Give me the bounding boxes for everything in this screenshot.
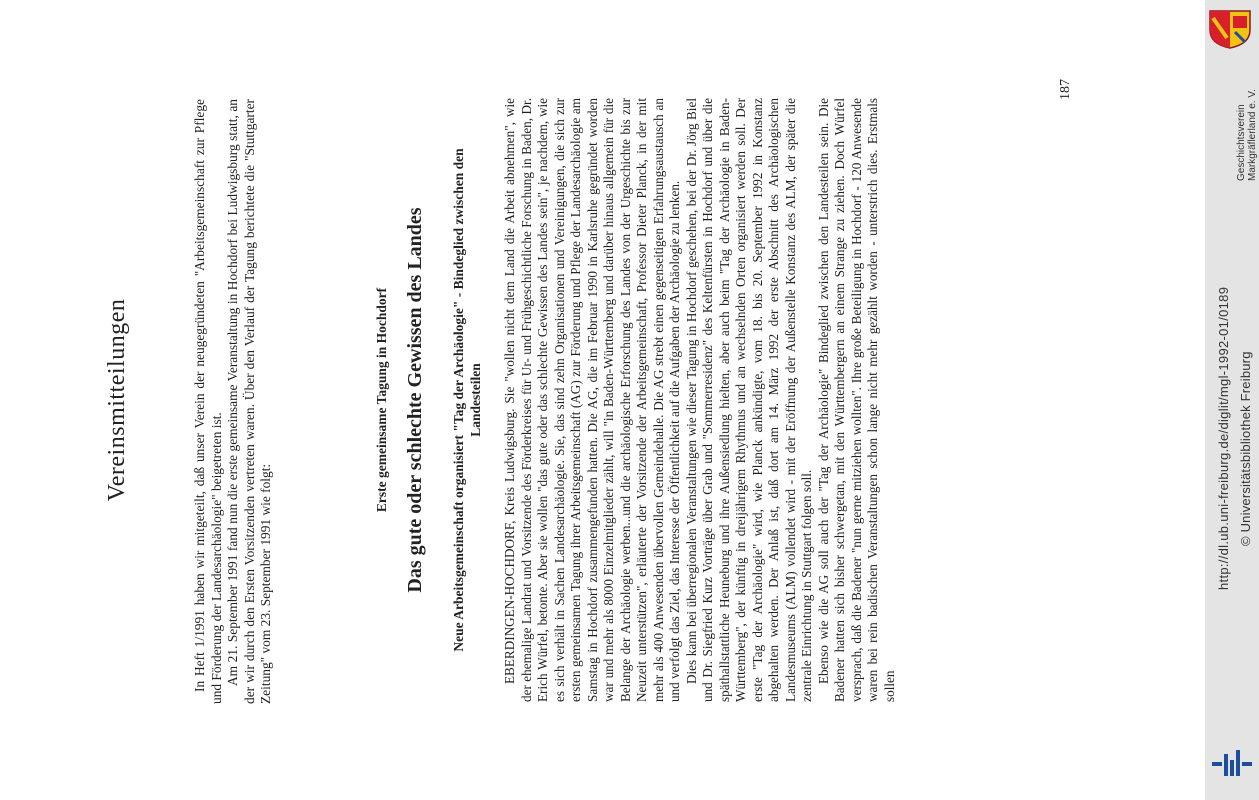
source-url-link[interactable]: http://dl.ub.uni-freiburg.de/diglit/mgl-1992-01/0189 xyxy=(1216,286,1231,590)
article-paragraph: Ebenso wie die AG soll auch der "Tag der Archäologie" Bindeglied zwischen den Landesteilen sein. Die Badener hatten sich bisher schwergetan, mit den Württembergern an einem Strange zu ziehen. Doch Würfel versprach, daß die Badener "nun gerne mitziehen wollten". Ihre große Beteiligung in Hochdorf - 120 Anwesende waren bei rein badischen Veranstaltungen schon lange nicht mehr gezählt worden - unterstrich dies. Erstmals sollen xyxy=(815,98,897,702)
club-name-line2: Markgräflerland e. V. xyxy=(1247,89,1258,181)
page-number: 187 xyxy=(1058,79,1073,100)
ub-freiburg-logo-icon xyxy=(1210,748,1254,780)
copyright-notice: © Universitätsbibliothek Freiburg xyxy=(1238,351,1253,546)
intro-text xyxy=(192,99,275,704)
club-name-line1: Geschichtsverein xyxy=(1236,104,1247,181)
intro-paragraph: In Heft 1/1991 haben wir mitgeteilt, daß unser Verein der neugegründeten "Arbeitsgemeinschaft zur Pflege und Förderung der Landesarchäologie" beigetreten ist. xyxy=(192,99,224,704)
article-paragraph: Dies kann bei überregionalen Veranstaltungen wie dieser Tagung in Hochdorf geschehen, bei der Dr. Jörg Biel und Dr. Siegfried Kurz Vorträge über Grab und "Sommerresidenz" des Keltenfürsten in Hochdorf und über die späthallstattliche Heuneburg und ihre Außensiedlung hielten, aber auch beim "Tag der Archäologie in Baden-Württemberg", der künftig in dreijährigem Rhythmus und an wechselnden Orten organisiert werden soll. Der erste "Tag der Archäologie" wird, wie Planck ankündigte, vom 18. bis 20. September 1992 in Konstanz abgehalten werden. Der Anlaß ist, daß dort am 14. März 1992 der erste Abschnitt des Archäologischen Landesmuseums (ALM) vollendet wird - mit der Eröffnung der Außenstelle Konstanz des ALM, der später die zentrale Einrichtung in Stuttgart folgen soll. xyxy=(683,98,814,702)
article-subhead: Neue Arbeitsgemeinschaft organisiert "Tag der Archäologie" - Bindeglied zwischen den Landesteilen xyxy=(451,148,483,652)
coat-of-arms-icon xyxy=(1207,8,1253,50)
article-paragraph: EBERDINGEN-HOCHDORF, Kreis Ludwigsburg. Sie "wollen nicht dem Land die Arbeit abnehmen", wie der ehemalige Landrat und Vorsitzende des Förderkreises für Ur- und Frühgeschichtliche Forschung in Baden, Dr. Erich Würfel, betonte. Aber sie wollen "das gute oder das schlechte Gewissen des Landes sein", je nachdem, wie es sich verhält in Sachen Landesarchäologie. Sie, das sind zehn Organisationen und Vereinigungen, die sich zur ersten gemeinsamen Tagung ihrer Arbeitsgemeinschaft (AG) zur Förderung und Pflege der Landesarchäologie am Samstag in Hochdorf zusammengefunden hatten. Die AG, die im Februar 1990 in Karlsruhe gegründet worden war und mehr als 8000 Einzelmitglieder zählt, will "in Baden-Württemberg und darüber hinaus allgemein für die Belange der Archäologie werben...und die archäologische Erforschung des Landes von der Urgeschichte bis zur Neuzeit unterstützen", erläuterte der Vorsitzende der Arbeitsgemeinschaft, Professor Dieter Planck, in der mit mehr als 400 Anwesenden übervollen Gemeindehalle. Die AG strebt einen gegenseitigen Erfahrungsaustausch an und verfolgt das Ziel, das Interesse der Öffentlichkeit auf die Aufgaben der Archäologie zu lenken. xyxy=(502,98,682,702)
article-kicker: Erste gemeinsame Tagung in Hochdorf xyxy=(374,287,389,513)
article-headline: Das gute oder schlechte Gewissen des Landes xyxy=(404,207,426,593)
page-title: Vereinsmitteilungen xyxy=(104,298,130,502)
article-body xyxy=(502,98,898,702)
intro-paragraph: Am 21. September 1991 fand nun die erste gemeinsame Veranstaltung in Hochdorf bei Ludwigsburg statt, an der wir durch den Ersten Vorsitzenden vertreten waren. Über den Verlauf der Tagung berichtete die "Stuttgarter Zeitung" vom 23. September 1991 wie folgt: xyxy=(225,99,273,704)
